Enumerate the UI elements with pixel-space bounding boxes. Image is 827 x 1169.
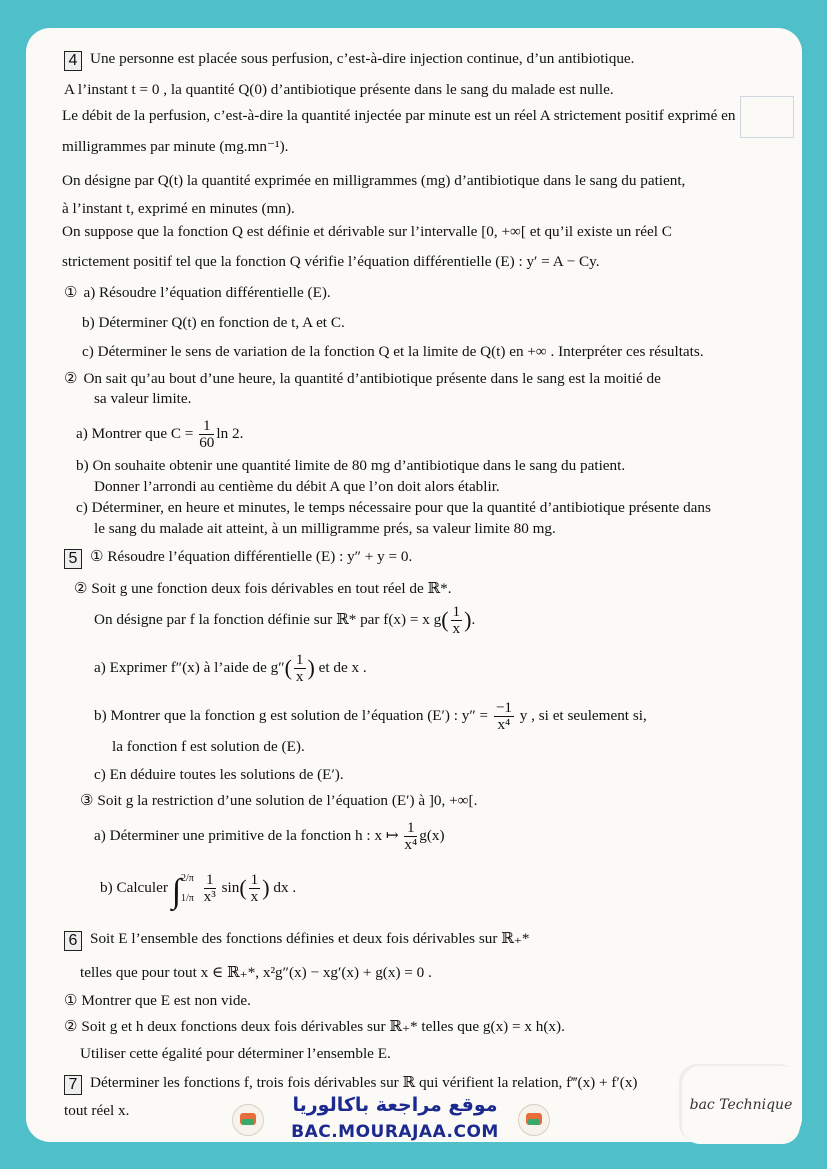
ex6-line2: telles que pour tout x ∈ ℝ₊*, x²g″(x) − xg′(x) + g(x) = 0 . bbox=[80, 964, 432, 981]
exercise-number-6: 6 bbox=[64, 931, 82, 951]
ex5-q3: ③ Soit g la restriction d’une solution de l’équation (E′) à ]0, +∞[. bbox=[80, 792, 478, 809]
ex4-q2a: a) Montrer que C = $\frac{1}{60}$ ln 2. bbox=[76, 417, 244, 452]
site-url-link[interactable]: BAC.MOURAJAA.COM bbox=[291, 1122, 499, 1142]
exercise-number-5: 5 bbox=[64, 549, 82, 569]
ex7-line2: tout réel x. bbox=[64, 1102, 130, 1119]
ex4-line3: Le débit de la perfusion, c’est-à-dire la quantité injectée par minute est un réel A strictement positif exprimé en bbox=[62, 107, 736, 124]
ex5-q2b-2: la fonction f est solution de (E). bbox=[112, 738, 305, 755]
ex4-q1c: c) Déterminer le sens de variation de la fonction Q et la limite de Q(t) en +∞ . Interpréter ces résultats. bbox=[82, 343, 704, 360]
school-logo-right-icon bbox=[518, 1104, 550, 1136]
exercise-number-4: 4 bbox=[64, 51, 82, 71]
ex5-q2a: a) Exprimer f″(x) à l’aide de g″( $\frac{1}{x}$ ) et de x . bbox=[94, 651, 367, 686]
ex4-line7: On suppose que la fonction Q est définie et dérivable sur l’intervalle [0, +∞[ et qu’il existe un réel C bbox=[62, 223, 672, 240]
site-name-arabic[interactable]: موقع مراجعة باكالوريا bbox=[292, 1094, 498, 1116]
ex4-line5: On désigne par Q(t) la quantité exprimée en milligrammes (mg) d’antibiotique dans le sang du patient, bbox=[62, 172, 686, 189]
ex6-line3: ① Montrer que E est non vide. bbox=[64, 992, 251, 1009]
school-logo-left-icon bbox=[232, 1104, 264, 1136]
ex5-q3a: a) Déterminer une primitive de la fonction h : x ↦ $\frac{1}{\text{x⁴}}$ g(x) bbox=[94, 819, 445, 854]
ex4-q2: ② On sait qu’au bout d’une heure, la quantité d’antibiotique présente dans le sang est la moitié de bbox=[64, 370, 661, 387]
bac-technique-badge: bac Technique bbox=[682, 1066, 800, 1144]
ex6-line1: 6 Soit E l’ensemble des fonctions définies et deux fois dérivables sur ℝ₊* bbox=[64, 930, 529, 951]
ex4-q2b-1: b) On souhaite obtenir une quantité limite de 80 mg d’antibiotique dans le sang du patient. bbox=[76, 457, 626, 474]
ex5-q2b: b) Montrer que la fonction g est solution de l’équation (E′) : y″ = $\frac{-1}{\text{x⁴}}$ y , si et seulement si, bbox=[94, 699, 647, 734]
ex4-q2-cont: sa valeur limite. bbox=[94, 390, 192, 407]
ex5-q1: 5 ① Résoudre l’équation différentielle (E) : y″ + y = 0. bbox=[64, 548, 412, 569]
ex5-q2-def: On désigne par f la fonction définie sur ℝ* par f(x) = x g( $\frac{1}{x}$ ). bbox=[94, 603, 476, 638]
faint-background-box bbox=[740, 96, 794, 138]
document-page bbox=[26, 28, 802, 1142]
ex4-q1b: b) Déterminer Q(t) en fonction de t, A et C. bbox=[82, 314, 345, 331]
ex4-line6: à l’instant t, exprimé en minutes (mn). bbox=[62, 200, 295, 217]
ex4-q1a: ① a) Résoudre l’équation différentielle (E). bbox=[64, 284, 331, 301]
exercise-4-intro: 4 Une personne est placée sous perfusion, c’est-à-dire injection continue, d’un antibiotique. bbox=[64, 50, 634, 71]
ex4-line2: A l’instant t = 0 , la quantité Q(0) d’antibiotique présente dans le sang du malade est nulle. bbox=[64, 81, 614, 98]
ex5-q2: ② Soit g une fonction deux fois dérivables en tout réel de ℝ*. bbox=[74, 580, 452, 597]
ex4-line8: strictement positif tel que la fonction Q vérifie l’équation différentielle (E) : y′ = A − Cy. bbox=[62, 253, 600, 270]
exercise-number-7: 7 bbox=[64, 1075, 82, 1095]
ex4-q2c-2: le sang du malade ait atteint, à un milligramme prés, sa valeur limite 80 mg. bbox=[94, 520, 556, 537]
ex4-line4: milligrammes par minute (mg.mn⁻¹). bbox=[62, 138, 289, 155]
ex6-line4: ② Soit g et h deux fonctions deux fois dérivables sur ℝ₊* telles que g(x) = x h(x). bbox=[64, 1018, 565, 1035]
ex4-q2c-1: c) Déterminer, en heure et minutes, le temps nécessaire pour que la quantité d’antibiotique présente dans bbox=[76, 499, 711, 516]
ex5-q2c: c) En déduire toutes les solutions de (E′). bbox=[94, 766, 344, 783]
ex5-q3b: b) Calculer ∫2/π 1/π $\frac{1}{\text{x³}}$ sin( $\frac{1}{x}$ ) dx . bbox=[100, 871, 297, 910]
ex4-q2b-2: Donner l’arrondi au centième du débit A que l’on doit alors établir. bbox=[94, 478, 500, 495]
ex6-line5: Utiliser cette égalité pour déterminer l’ensemble E. bbox=[80, 1045, 391, 1062]
ex7-line1: 7 Déterminer les fonctions f, trois fois dérivables sur ℝ qui vérifient la relation, f‴(x) + f′(x) bbox=[64, 1074, 637, 1095]
